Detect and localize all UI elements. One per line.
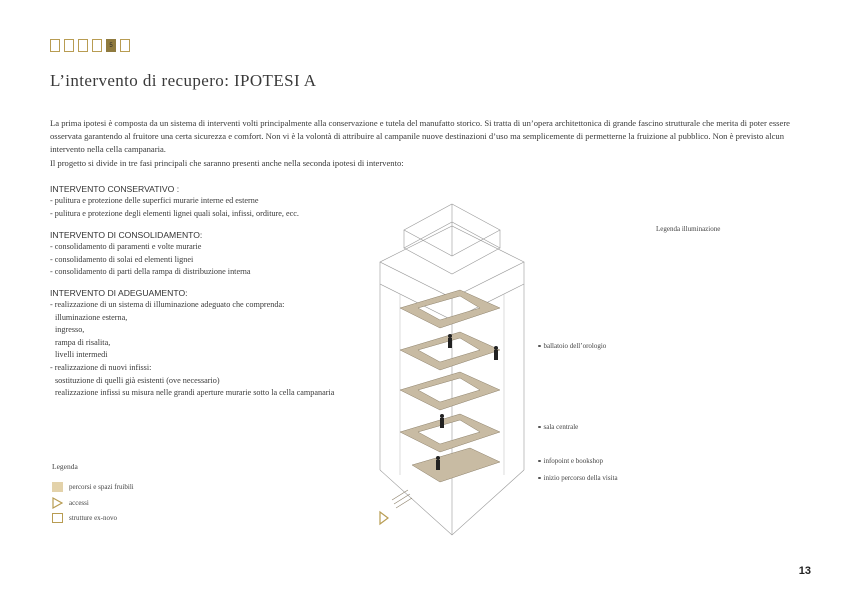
label-sala: sala centrale xyxy=(538,423,578,431)
bullet-icon xyxy=(538,477,541,480)
access-triangle-icon xyxy=(52,497,63,509)
bell-tower-axonometric-diagram xyxy=(360,200,560,540)
chapter-tab xyxy=(50,39,60,52)
legend-row: strutture ex-novo xyxy=(52,513,117,523)
list-subitem: sostituzione di quelli già esistenti (ove necessario) xyxy=(55,375,220,385)
page-number: 13 xyxy=(798,565,811,577)
label-inizio: inizio percorso della visita xyxy=(538,474,618,482)
chapter-tab xyxy=(78,39,88,52)
list-subitem: realizzazione infissi su misura nelle grandi aperture murarie sotto la cella campanaria xyxy=(55,388,335,398)
list-subitem: ingresso, xyxy=(55,325,85,335)
intro-text xyxy=(50,117,810,170)
ramp-floors xyxy=(400,290,500,482)
list-item: - pulitura e protezione degli elementi lignei quali solai, infissi, orditure, ecc. xyxy=(50,208,299,218)
entrance-stairs xyxy=(392,490,412,508)
list-item: - consolidamento di solai ed elementi lignei xyxy=(50,254,194,264)
list-item: - consolidamento di paramenti e volte murarie xyxy=(50,242,202,252)
page-title: L’intervento di recupero: IPOTESI A xyxy=(50,71,317,90)
label-infopoint: infopoint e bookshop xyxy=(538,457,603,465)
intro-paragraph: La prima ipotesi è composta da un sistema di interventi volti principalmente alla conservazione e tutela del manufatto storico. Si tratta di un’opera architettonica di grande fascino strutturale che merita di poter essere osservata garantendo al fruitore una certa sicurezza e comfort. Non vi è la volontà di attribuire al campanile nuove destinazioni d’uso ma semplicemente di permetterne la fruizione al pubblico. Non è previsto alcun intervento nella cella campanaria. xyxy=(50,118,790,155)
bullet-icon xyxy=(538,345,541,348)
chapter-tab xyxy=(64,39,74,52)
chapter-tab-active: 5 xyxy=(106,39,116,52)
section-heading-adeguamento: INTERVENTO DI ADEGUAMENTO: xyxy=(50,287,188,298)
list-item: - realizzazione di nuovi infissi: xyxy=(50,362,152,372)
list-subitem: illuminazione esterna, xyxy=(55,312,128,322)
legend-row: accessi xyxy=(52,497,89,509)
label-ballatoio: ballatoio dell’orologio xyxy=(538,342,606,350)
outline-swatch-icon xyxy=(52,513,63,523)
chapter-tabs xyxy=(50,39,130,52)
fill-swatch-icon xyxy=(52,482,63,492)
access-icon xyxy=(380,512,388,524)
list-item: - consolidamento di parti della rampa di distribuzione interna xyxy=(50,267,251,277)
chapter-tab xyxy=(120,39,130,52)
bullet-icon xyxy=(538,426,541,429)
legend-row: percorsi e spazi fruibili xyxy=(52,482,134,492)
chapter-tab xyxy=(92,39,102,52)
list-subitem: rampa di risalita, xyxy=(55,337,111,347)
list-item: - realizzazione di un sistema di illuminazione adeguato che comprenda: xyxy=(50,299,285,309)
bullet-icon xyxy=(538,460,541,463)
list-item: - pulitura e protezione delle superfici murarie interne ed esterne xyxy=(50,196,259,205)
intervention-list xyxy=(50,183,380,400)
section-heading-consolidamento: INTERVENTO DI CONSOLIDAMENTO: xyxy=(50,230,203,241)
section-heading-conservativo: INTERVENTO CONSERVATIVO : xyxy=(50,184,180,194)
list-subitem: livelli intermedi xyxy=(55,350,108,360)
legend-title: Legenda xyxy=(52,462,78,471)
intro-paragraph: Il progetto si divide in tre fasi principali che saranno presenti anche nella seconda ipotesi di intervento: xyxy=(50,157,404,168)
illumination-legend: Legenda illuminazione xyxy=(656,225,721,233)
